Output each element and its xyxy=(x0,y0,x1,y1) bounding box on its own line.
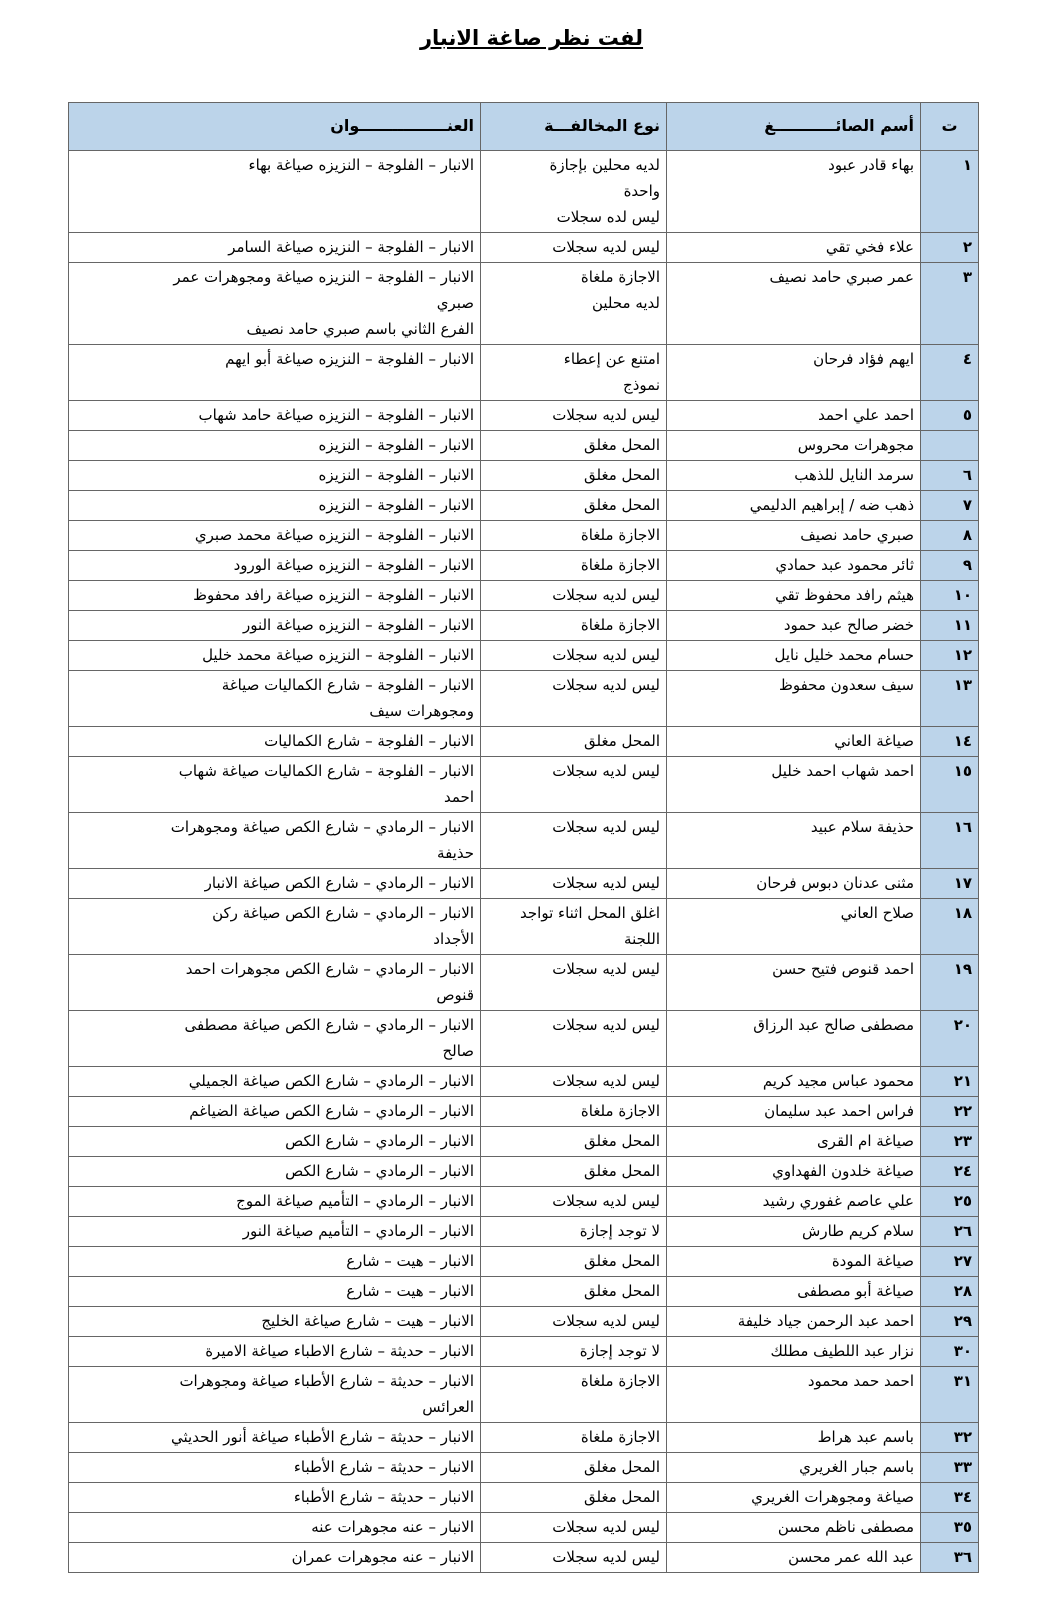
cell-address: الانبار – حديثة – شارع الأطباء صياغة ومجوهرات العرائس xyxy=(69,1367,481,1423)
table-header-row xyxy=(69,103,979,151)
cell-violation: ليس لديه سجلات xyxy=(481,581,667,611)
cell-number: ٧ xyxy=(921,491,979,521)
table-row xyxy=(69,1513,979,1543)
cell-number: ٣٣ xyxy=(921,1453,979,1483)
cell-violation: المحل مغلق xyxy=(481,1247,667,1277)
cell-name: احمد عبد الرحمن جياد خليفة xyxy=(667,1307,921,1337)
cell-address: الانبار – الرمادي – التأميم صياغة النور xyxy=(69,1217,481,1247)
table-row xyxy=(69,551,979,581)
table-row xyxy=(69,813,979,869)
cell-number: ١١ xyxy=(921,611,979,641)
table-row xyxy=(69,1011,979,1067)
cell-number: ٢٧ xyxy=(921,1247,979,1277)
cell-violation: الاجازة ملغاة xyxy=(481,551,667,581)
cell-name: صياغة ام القرى xyxy=(667,1127,921,1157)
header-number: ت xyxy=(921,103,979,151)
cell-name: باسم جبار الغريري xyxy=(667,1453,921,1483)
cell-name: احمد قنوص فتيح حسن xyxy=(667,955,921,1011)
cell-number: ٩ xyxy=(921,551,979,581)
cell-number: ١٤ xyxy=(921,727,979,757)
cell-violation: المحل مغلق xyxy=(481,1127,667,1157)
cell-address: الانبار – هيت – شارع xyxy=(69,1277,481,1307)
cell-violation: ليس لديه سجلات xyxy=(481,401,667,431)
cell-violation: ليس لديه سجلات xyxy=(481,1543,667,1573)
cell-name: عبد الله عمر محسن xyxy=(667,1543,921,1573)
cell-address: الانبار – الفلوجة – شارع الكماليات xyxy=(69,727,481,757)
cell-address: الانبار – هيت – شارع صياغة الخليج xyxy=(69,1307,481,1337)
cell-address: الانبار – الفلوجة – النزيزه صياغة محمد صبري xyxy=(69,521,481,551)
cell-address: الانبار – الفلوجة – النزيزه صياغة بهاء xyxy=(69,151,481,233)
cell-name: مصطفى ناظم محسن xyxy=(667,1513,921,1543)
table-row xyxy=(69,727,979,757)
table-row xyxy=(69,899,979,955)
cell-address: الانبار – الرمادي – شارع الكص صياغة مصطفى صالح xyxy=(69,1011,481,1067)
cell-address: الانبار – الفلوجة – النزيزه صياغة محمد خليل xyxy=(69,641,481,671)
table-row xyxy=(69,1127,979,1157)
cell-address: الانبار – هيت – شارع xyxy=(69,1247,481,1277)
cell-number: ٢٢ xyxy=(921,1097,979,1127)
table-row xyxy=(69,869,979,899)
table-row xyxy=(69,431,979,461)
cell-address: الانبار – الفلوجة – النزيزه صياغة ومجوهرات عمر صبري الفرع الثاني باسم صبري حامد نصيف xyxy=(69,263,481,345)
cell-address: الانبار – الرمادي – شارع الكص صياغة الضياغم xyxy=(69,1097,481,1127)
cell-address: الانبار – حديثة – شارع الأطباء xyxy=(69,1453,481,1483)
cell-address: الانبار – الفلوجة – النزيزه صياغة أبو ايهم xyxy=(69,345,481,401)
table-row xyxy=(69,757,979,813)
table-row xyxy=(69,1277,979,1307)
cell-name: فراس احمد عبد سليمان xyxy=(667,1097,921,1127)
cell-violation: المحل مغلق xyxy=(481,727,667,757)
cell-number: ٢ xyxy=(921,233,979,263)
cell-address: الانبار – الفلوجة – النزيزه صياغة السامر xyxy=(69,233,481,263)
table-row xyxy=(69,1217,979,1247)
cell-name: صلاح العاني xyxy=(667,899,921,955)
table-row xyxy=(69,345,979,401)
page-title: لفت نظر صاغة الانبار xyxy=(419,26,644,50)
table-row xyxy=(69,1367,979,1423)
cell-violation: الاجازة ملغاة xyxy=(481,611,667,641)
cell-violation: ليس لديه سجلات xyxy=(481,813,667,869)
cell-number: ٣٦ xyxy=(921,1543,979,1573)
table-row xyxy=(69,641,979,671)
cell-name: هيثم رافد محفوظ تقي xyxy=(667,581,921,611)
cell-address: الانبار – الرمادي – شارع الكص صياغة ومجوهرات حذيفة xyxy=(69,813,481,869)
cell-name: صياغة العاني xyxy=(667,727,921,757)
cell-number: ١٠ xyxy=(921,581,979,611)
cell-violation: ليس لديه سجلات xyxy=(481,1067,667,1097)
cell-address: الانبار – الفلوجة – النزيزه xyxy=(69,461,481,491)
table-row xyxy=(69,151,979,233)
cell-violation: ليس لديه سجلات xyxy=(481,1307,667,1337)
table-row xyxy=(69,581,979,611)
cell-violation: المحل مغلق xyxy=(481,431,667,461)
cell-address: الانبار – حديثة – شارع الأطباء صياغة أنور الحديثي xyxy=(69,1423,481,1453)
cell-violation: المحل مغلق xyxy=(481,1483,667,1513)
cell-number: ٢٠ xyxy=(921,1011,979,1067)
cell-name: حسام محمد خليل نايل xyxy=(667,641,921,671)
cell-name: سرمد النايل للذهب xyxy=(667,461,921,491)
cell-name: صياغة المودة xyxy=(667,1247,921,1277)
cell-name: احمد حمد محمود xyxy=(667,1367,921,1423)
table-row xyxy=(69,1337,979,1367)
table-row xyxy=(69,1453,979,1483)
header-violation: نوع المخالفـــة xyxy=(481,103,667,151)
cell-number: ٣٤ xyxy=(921,1483,979,1513)
cell-address: الانبار – حديثة – شارع الأطباء xyxy=(69,1483,481,1513)
cell-name: حذيفة سلام عبيد xyxy=(667,813,921,869)
cell-violation: الاجازة ملغاة xyxy=(481,521,667,551)
cell-name: احمد شهاب احمد خليل xyxy=(667,757,921,813)
cell-violation: المحل مغلق xyxy=(481,461,667,491)
cell-name: احمد علي احمد xyxy=(667,401,921,431)
cell-address: الانبار – الرمادي – شارع الكص صياغة الانبار xyxy=(69,869,481,899)
cell-address: الانبار – عنه مجوهرات عنه xyxy=(69,1513,481,1543)
cell-number: ١٨ xyxy=(921,899,979,955)
cell-violation: المحل مغلق xyxy=(481,1453,667,1483)
cell-name: بهاء قادر عبود xyxy=(667,151,921,233)
table-row xyxy=(69,461,979,491)
cell-violation: ليس لديه سجلات xyxy=(481,869,667,899)
cell-number: ٣ xyxy=(921,263,979,345)
cell-address: الانبار – الفلوجة – النزيزه صياغة حامد شهاب xyxy=(69,401,481,431)
cell-number: ٥ xyxy=(921,401,979,431)
cell-name: عمر صبري حامد نصيف xyxy=(667,263,921,345)
cell-number: ١٧ xyxy=(921,869,979,899)
cell-violation: امتنع عن إعطاء نموذج xyxy=(481,345,667,401)
cell-number: ٢١ xyxy=(921,1067,979,1097)
cell-violation: لديه محلين بإجازة واحدة ليس لده سجلات xyxy=(481,151,667,233)
table-row xyxy=(69,1157,979,1187)
cell-violation: ليس لديه سجلات xyxy=(481,671,667,727)
cell-name: نزار عبد اللطيف مطلك xyxy=(667,1337,921,1367)
cell-name: باسم عبد هراط xyxy=(667,1423,921,1453)
table-row xyxy=(69,1307,979,1337)
table-row xyxy=(69,521,979,551)
header-address: العنــــــــــــــــوان xyxy=(69,103,481,151)
cell-violation: ليس لديه سجلات xyxy=(481,1513,667,1543)
cell-number: ٨ xyxy=(921,521,979,551)
cell-name: سيف سعدون محفوظ xyxy=(667,671,921,727)
cell-address: الانبار – الرمادي – شارع الكص xyxy=(69,1157,481,1187)
cell-violation: ليس لديه سجلات xyxy=(481,641,667,671)
table-row xyxy=(69,1483,979,1513)
cell-number: ٢٦ xyxy=(921,1217,979,1247)
cell-name: ثائر محمود عبد حمادي xyxy=(667,551,921,581)
cell-name: صياغة أبو مصطفى xyxy=(667,1277,921,1307)
cell-violation: لا توجد إجازة xyxy=(481,1337,667,1367)
cell-violation: ليس لديه سجلات xyxy=(481,233,667,263)
table-row xyxy=(69,1247,979,1277)
table-row xyxy=(69,1423,979,1453)
cell-violation: المحل مغلق xyxy=(481,491,667,521)
cell-number: ١٢ xyxy=(921,641,979,671)
cell-number: ٢٤ xyxy=(921,1157,979,1187)
cell-number: ٣١ xyxy=(921,1367,979,1423)
cell-address: الانبار – الفلوجة – النزيزه صياغة رافد محفوظ xyxy=(69,581,481,611)
table-row xyxy=(69,491,979,521)
table-body xyxy=(69,151,979,1573)
cell-number: ١٣ xyxy=(921,671,979,727)
cell-address: الانبار – الرمادي – شارع الكص xyxy=(69,1127,481,1157)
cell-address: الانبار – الرمادي – شارع الكص صياغة الجميلي xyxy=(69,1067,481,1097)
cell-name: ذهب ضه / إبراهيم الدليمي xyxy=(667,491,921,521)
cell-address: الانبار – الفلوجة – النزيزه xyxy=(69,431,481,461)
table-row xyxy=(69,1543,979,1573)
cell-violation: الاجازة ملغاة xyxy=(481,1367,667,1423)
cell-number: ٦ xyxy=(921,461,979,491)
cell-name: مصطفى صالح عبد الرزاق xyxy=(667,1011,921,1067)
cell-name: محمود عباس مجيد كريم xyxy=(667,1067,921,1097)
cell-violation: الاجازة ملغاة لديه محلين xyxy=(481,263,667,345)
cell-number: ٢٣ xyxy=(921,1127,979,1157)
cell-violation: المحل مغلق xyxy=(481,1277,667,1307)
cell-address: الانبار – الفلوجة – النزيزه صياغة النور xyxy=(69,611,481,641)
cell-violation: ليس لديه سجلات xyxy=(481,1011,667,1067)
header-name: أسم الصائـــــــــــغ xyxy=(667,103,921,151)
cell-name: مجوهرات محروس xyxy=(667,431,921,461)
cell-violation: ليس لديه سجلات xyxy=(481,757,667,813)
table-row xyxy=(69,1187,979,1217)
table-row xyxy=(69,611,979,641)
cell-address: الانبار – الرمادي – شارع الكص مجوهرات احمد قنوص xyxy=(69,955,481,1011)
cell-violation: الاجازة ملغاة xyxy=(481,1423,667,1453)
violations-table xyxy=(68,102,979,1573)
table-row xyxy=(69,263,979,345)
cell-number: ١٦ xyxy=(921,813,979,869)
cell-number: ١ xyxy=(921,151,979,233)
table-row xyxy=(69,401,979,431)
cell-number: ٢٥ xyxy=(921,1187,979,1217)
cell-number: ٣٠ xyxy=(921,1337,979,1367)
table-row xyxy=(69,955,979,1011)
cell-address: الانبار – عنه مجوهرات عمران xyxy=(69,1543,481,1573)
cell-address: الانبار – حديثة – شارع الاطباء صياغة الاميرة xyxy=(69,1337,481,1367)
cell-name: مثنى عدنان دبوس فرحان xyxy=(667,869,921,899)
cell-address: الانبار – الرمادي – التأميم صياغة الموج xyxy=(69,1187,481,1217)
cell-name: خضر صالح عبد حمود xyxy=(667,611,921,641)
cell-number xyxy=(921,431,979,461)
cell-name: علي عاصم غفوري رشيد xyxy=(667,1187,921,1217)
cell-address: الانبار – الفلوجة – شارع الكماليات صياغة ومجوهرات سيف xyxy=(69,671,481,727)
cell-name: علاء فخي تقي xyxy=(667,233,921,263)
cell-number: ٤ xyxy=(921,345,979,401)
cell-violation: الاجازة ملغاة xyxy=(481,1097,667,1127)
cell-number: ٣٥ xyxy=(921,1513,979,1543)
cell-address: الانبار – الفلوجة – النزيزه xyxy=(69,491,481,521)
cell-address: الانبار – الرمادي – شارع الكص صياغة ركن الأجداد xyxy=(69,899,481,955)
cell-name: سلام كريم طارش xyxy=(667,1217,921,1247)
cell-violation: اغلق المحل اثناء تواجد اللجنة xyxy=(481,899,667,955)
cell-number: ٢٩ xyxy=(921,1307,979,1337)
cell-number: ٣٢ xyxy=(921,1423,979,1453)
cell-violation: لا توجد إجازة xyxy=(481,1217,667,1247)
table-row xyxy=(69,1097,979,1127)
cell-violation: المحل مغلق xyxy=(481,1157,667,1187)
cell-name: صياغة ومجوهرات الغريري xyxy=(667,1483,921,1513)
table-row xyxy=(69,1067,979,1097)
cell-name: صبري حامد نصيف xyxy=(667,521,921,551)
cell-address: الانبار – الفلوجة – النزيزه صياغة الورود xyxy=(69,551,481,581)
table-row xyxy=(69,233,979,263)
table-row xyxy=(69,671,979,727)
cell-violation: ليس لديه سجلات xyxy=(481,1187,667,1217)
cell-name: صياغة خلدون الفهداوي xyxy=(667,1157,921,1187)
cell-name: ايهم فؤاد فرحان xyxy=(667,345,921,401)
cell-violation: ليس لديه سجلات xyxy=(481,955,667,1011)
cell-number: ٢٨ xyxy=(921,1277,979,1307)
cell-address: الانبار – الفلوجة – شارع الكماليات صياغة شهاب احمد xyxy=(69,757,481,813)
cell-number: ١٩ xyxy=(921,955,979,1011)
cell-number: ١٥ xyxy=(921,757,979,813)
